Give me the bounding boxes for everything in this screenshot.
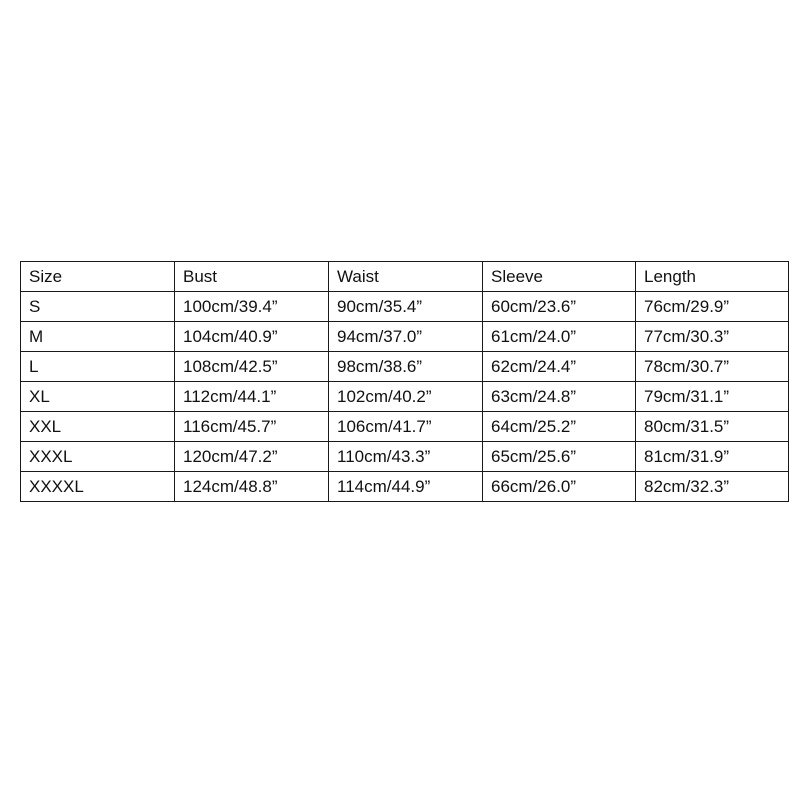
table-row: [21, 292, 789, 322]
cell-sleeve: 60cm/23.6”: [483, 292, 636, 322]
cell-bust: 120cm/47.2”: [175, 442, 329, 472]
table-row: [21, 442, 789, 472]
cell-sleeve: 64cm/25.2”: [483, 412, 636, 442]
cell-size: XXXXL: [21, 472, 175, 502]
cell-waist: 102cm/40.2”: [329, 382, 483, 412]
cell-waist: 98cm/38.6”: [329, 352, 483, 382]
cell-bust: 112cm/44.1”: [175, 382, 329, 412]
cell-sleeve: 66cm/26.0”: [483, 472, 636, 502]
cell-waist: 94cm/37.0”: [329, 322, 483, 352]
cell-waist: 114cm/44.9”: [329, 472, 483, 502]
cell-waist: 110cm/43.3”: [329, 442, 483, 472]
cell-length: 82cm/32.3”: [636, 472, 789, 502]
header-sleeve: Sleeve: [483, 262, 636, 292]
header-size: Size: [21, 262, 175, 292]
cell-length: 76cm/29.9”: [636, 292, 789, 322]
cell-size: XXL: [21, 412, 175, 442]
table-header-row: [21, 262, 789, 292]
cell-sleeve: 61cm/24.0”: [483, 322, 636, 352]
cell-sleeve: 65cm/25.6”: [483, 442, 636, 472]
table-row: [21, 382, 789, 412]
cell-size: XXXL: [21, 442, 175, 472]
cell-bust: 100cm/39.4”: [175, 292, 329, 322]
cell-length: 77cm/30.3”: [636, 322, 789, 352]
cell-size: L: [21, 352, 175, 382]
table-row: [21, 322, 789, 352]
cell-waist: 90cm/35.4”: [329, 292, 483, 322]
header-length: Length: [636, 262, 789, 292]
header-waist: Waist: [329, 262, 483, 292]
cell-size: M: [21, 322, 175, 352]
cell-size: XL: [21, 382, 175, 412]
cell-length: 78cm/30.7”: [636, 352, 789, 382]
table-row: [21, 412, 789, 442]
cell-bust: 104cm/40.9”: [175, 322, 329, 352]
table-row: [21, 472, 789, 502]
cell-sleeve: 63cm/24.8”: [483, 382, 636, 412]
cell-length: 79cm/31.1”: [636, 382, 789, 412]
table-row: [21, 352, 789, 382]
cell-length: 81cm/31.9”: [636, 442, 789, 472]
size-chart-table: [20, 261, 789, 502]
cell-bust: 124cm/48.8”: [175, 472, 329, 502]
cell-size: S: [21, 292, 175, 322]
cell-waist: 106cm/41.7”: [329, 412, 483, 442]
cell-bust: 108cm/42.5”: [175, 352, 329, 382]
cell-bust: 116cm/45.7”: [175, 412, 329, 442]
cell-length: 80cm/31.5”: [636, 412, 789, 442]
header-bust: Bust: [175, 262, 329, 292]
cell-sleeve: 62cm/24.4”: [483, 352, 636, 382]
